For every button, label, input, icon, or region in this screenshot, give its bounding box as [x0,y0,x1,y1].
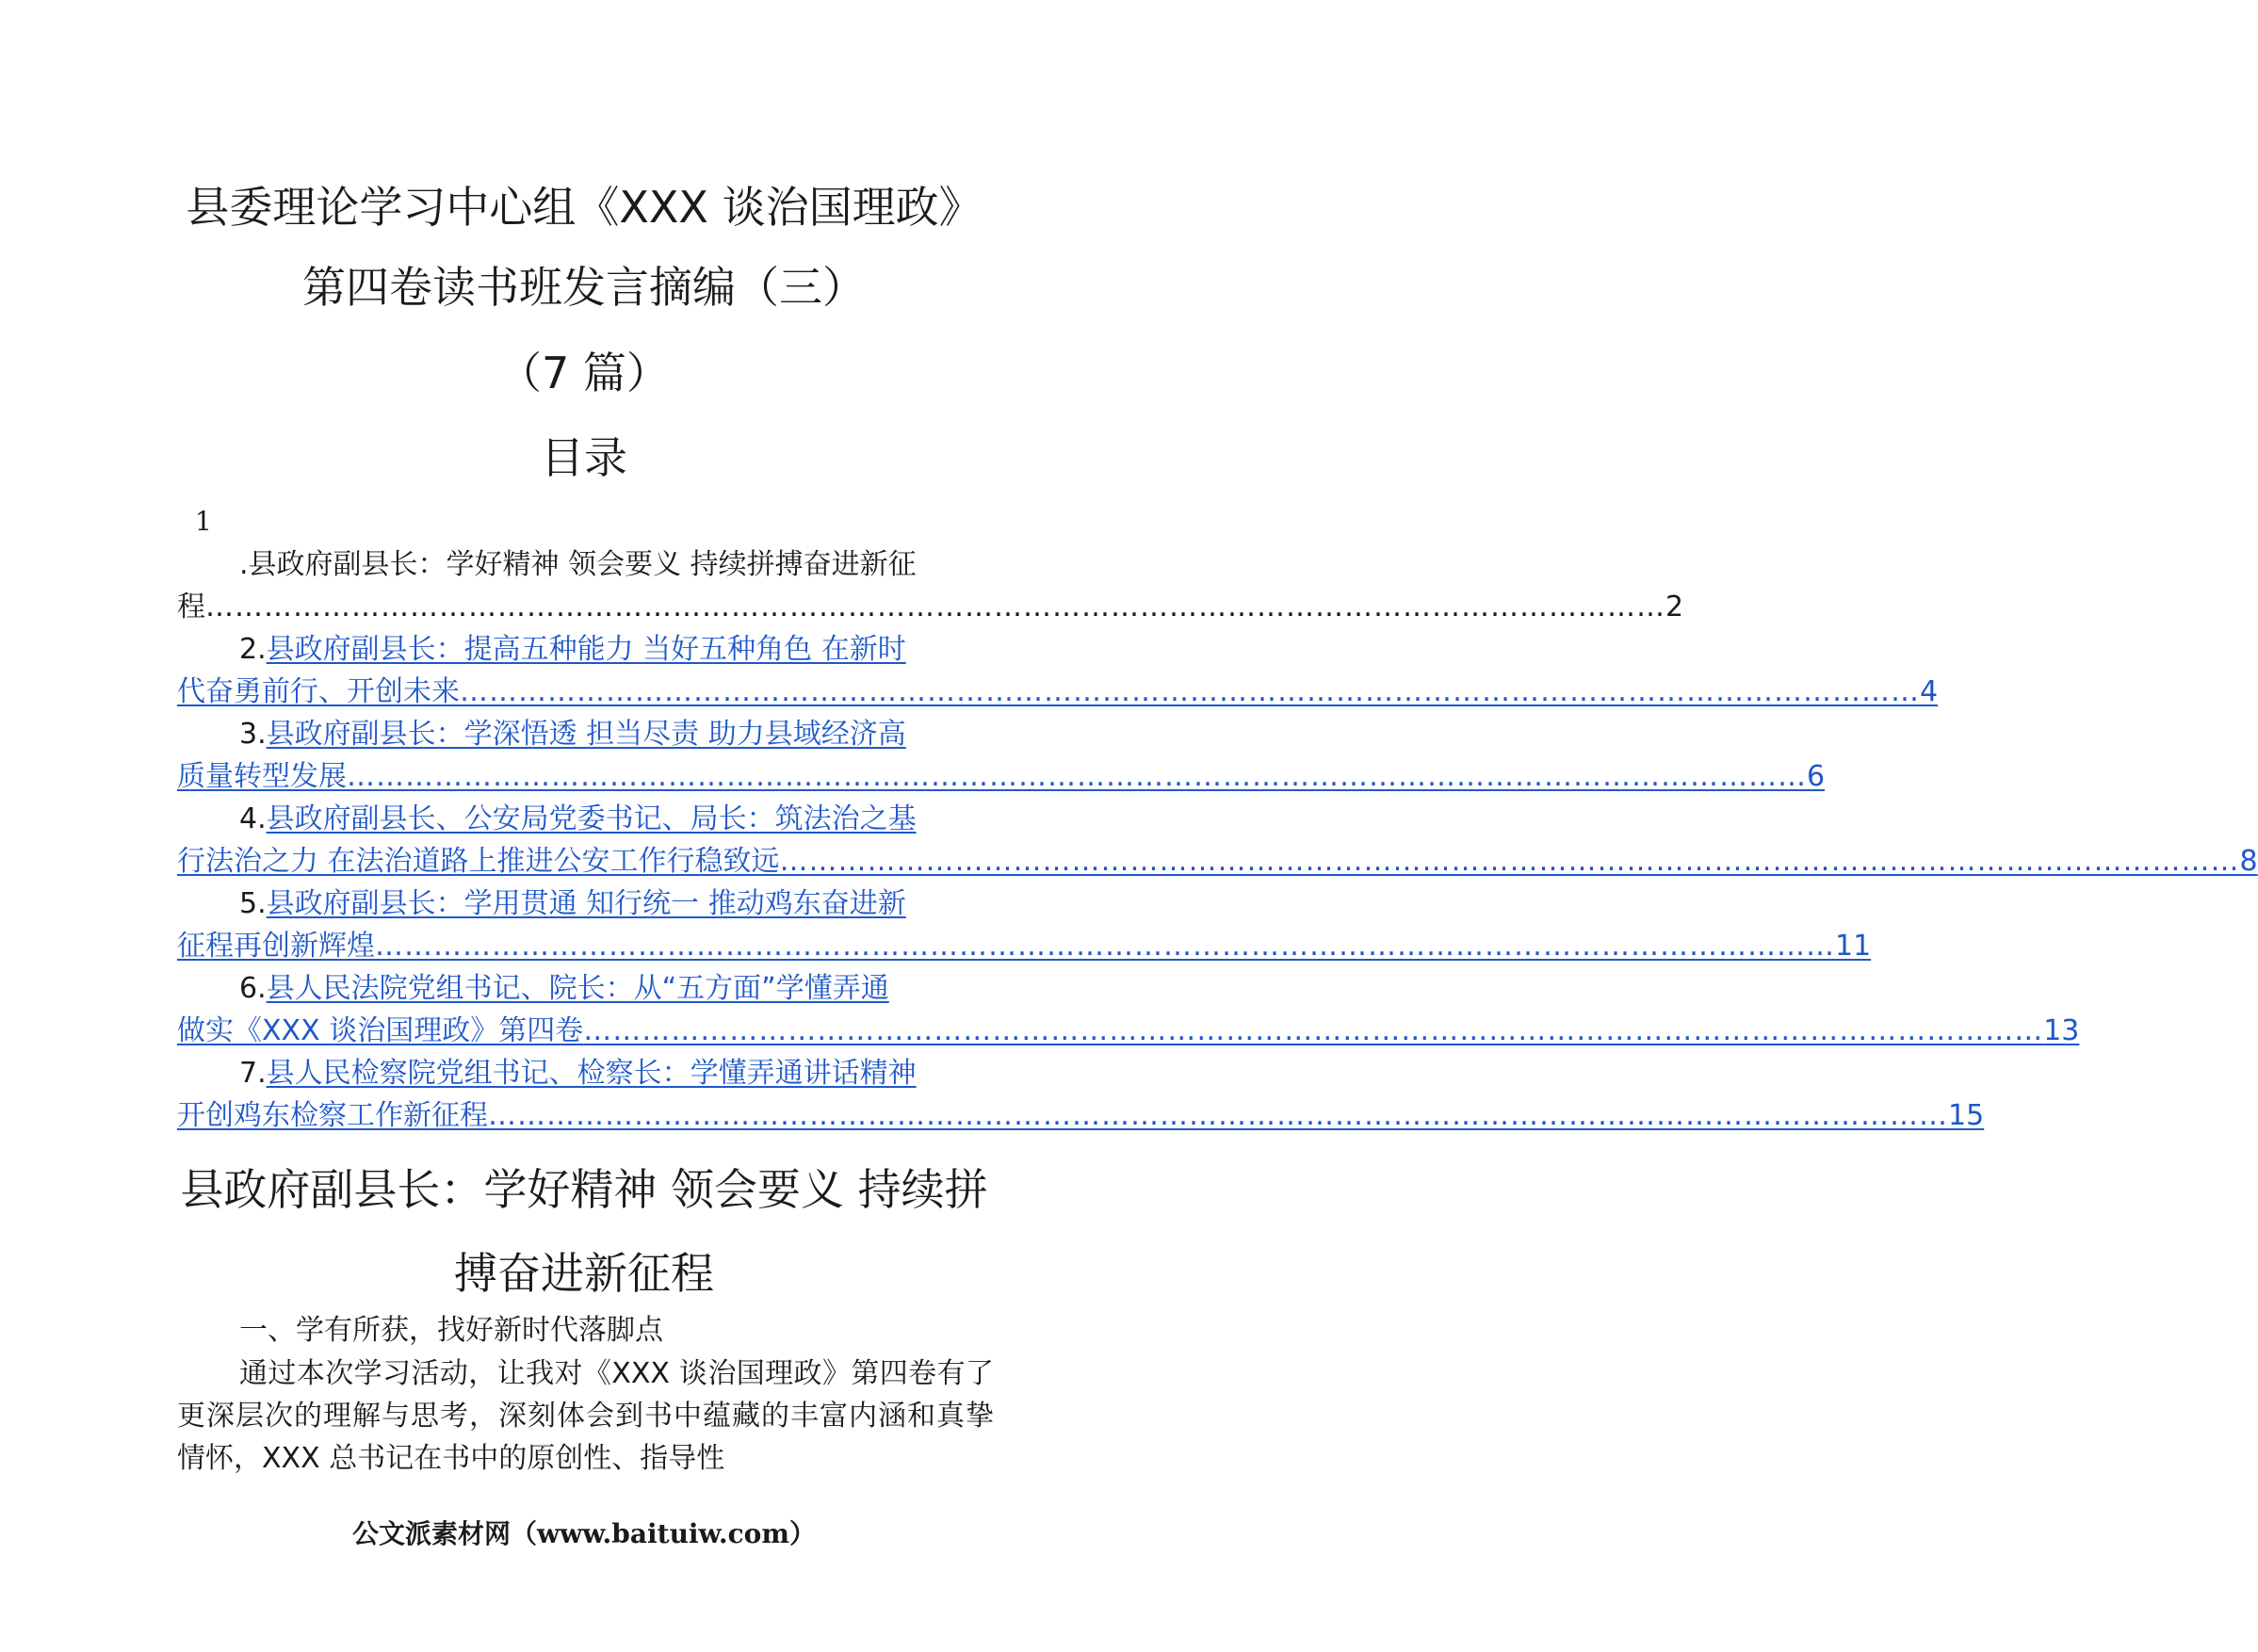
toc-item-7[interactable]: 7.县人民检察院党组书记、检察长：学懂弄通讲话精神 开创鸡东检察工作新征程 …………………………………………………………………………………………………………………………………… 15 [177,1052,994,1137]
toc-leader: …………………………………………………………………………………………………………………………………… [375,930,1835,963]
toc-item-title: .县政府副县长：学好精神 领会要义 持续拼搏奋进新征 [239,548,917,581]
doc-title-line-3: （7 篇） [498,348,670,398]
toc-leader: …………………………………………………………………………………………………………………………………… [460,675,1920,708]
toc-leader: …………………………………………………………………………………………………………………………………… [488,1099,1948,1132]
toc-page-number: 15 [1948,1099,1985,1132]
toc-item-1[interactable]: .县政府副县长：学好精神 领会要义 持续拼搏奋进新征 程 …………………………………………………………………………………………………………………………………… 2 [177,543,994,628]
toc-item-6[interactable]: 6.县人民法院党组书记、院长：从“五方面”学懂弄通 做实《XXX 谈治国理政》第四卷 …………………………………………………………………………………………………………………………………… 13 [177,967,994,1052]
toc-item-title: 县人民检察院党组书记、检察长：学懂弄通讲话精神 [266,1057,917,1090]
toc-stray-number: 1 [195,506,212,537]
toc-leader: …………………………………………………………………………………………………………………………………… [347,760,1807,793]
body-paragraph: 通过本次学习活动，让我对《XXX 谈治国理政》第四卷有了更深层次的理解与思考，深刻体会到书中蕴藏的丰富内涵和真挚情怀，XXX 总书记在书中的原创性、指导性 [177,1357,994,1475]
toc-leader: …………………………………………………………………………………………………………………………………… [779,845,2240,878]
toc-item-4[interactable]: 4.县政府副县长、公安局党委书记、局长：筑法治之基 行法治之力 在法治道路上推进公安工作行稳致远 …………………………………………………………………………………………………………………………………… 8 [177,798,994,883]
toc-item-title: 县政府副县长、公安局党委书记、局长：筑法治之基 [266,802,917,835]
toc-item-2[interactable]: 2.县政府副县长：提高五种能力 当好五种角色 在新时 代奋勇前行、开创未来 …………………………………………………………………………………………………………………………………… 4 [177,628,994,713]
doc-title-line-2: 第四卷读书班发言摘编（三） [302,262,866,313]
toc-item-title: 县人民法院党组书记、院长：从“五方面”学懂弄通 [266,972,889,1005]
toc-page-number: 8 [2239,845,2258,878]
toc-item-title: 县政府副县长：学用贯通 知行统一 推动鸡东奋进新 [266,887,906,920]
section-subheading: 一、学有所获，找好新时代落脚点 [239,1314,663,1347]
toc-page-number: 2 [1665,591,1684,624]
toc-item-title: 县政府副县长：提高五种能力 当好五种角色 在新时 [266,633,906,666]
toc-item-5[interactable]: 5.县政府副县长：学用贯通 知行统一 推动鸡东奋进新 征程再创新辉煌 …………………………………………………………………………………………………………………………………… 11 [177,883,994,967]
toc-page-number: 11 [1835,930,1872,963]
footer-source: 公文派素材网（www.baituiw.com） [352,1518,816,1549]
toc-leader: …………………………………………………………………………………………………………………………………… [205,591,1665,624]
toc-page-number: 6 [1807,760,1826,793]
toc-heading: 目录 [541,432,627,483]
toc-page-number: 4 [1920,675,1939,708]
toc-page-number: 13 [2043,1014,2080,1047]
section-title-line-2: 搏奋进新征程 [454,1248,714,1299]
toc-item-3[interactable]: 3.县政府副县长：学深悟透 担当尽责 助力县域经济高 质量转型发展 …………………………………………………………………………………………………………………………………… 6 [177,713,994,798]
toc-leader: …………………………………………………………………………………………………………………………………… [583,1014,2044,1047]
section-title-line-1: 县政府副县长：学好精神 领会要义 持续拼 [180,1164,988,1215]
toc-item-title: 县政府副县长：学深悟透 担当尽责 助力县域经济高 [266,718,906,751]
doc-title-line-1: 县委理论学习中心组《XXX 谈治国理政》 [186,182,983,233]
table-of-contents [177,543,2258,1137]
